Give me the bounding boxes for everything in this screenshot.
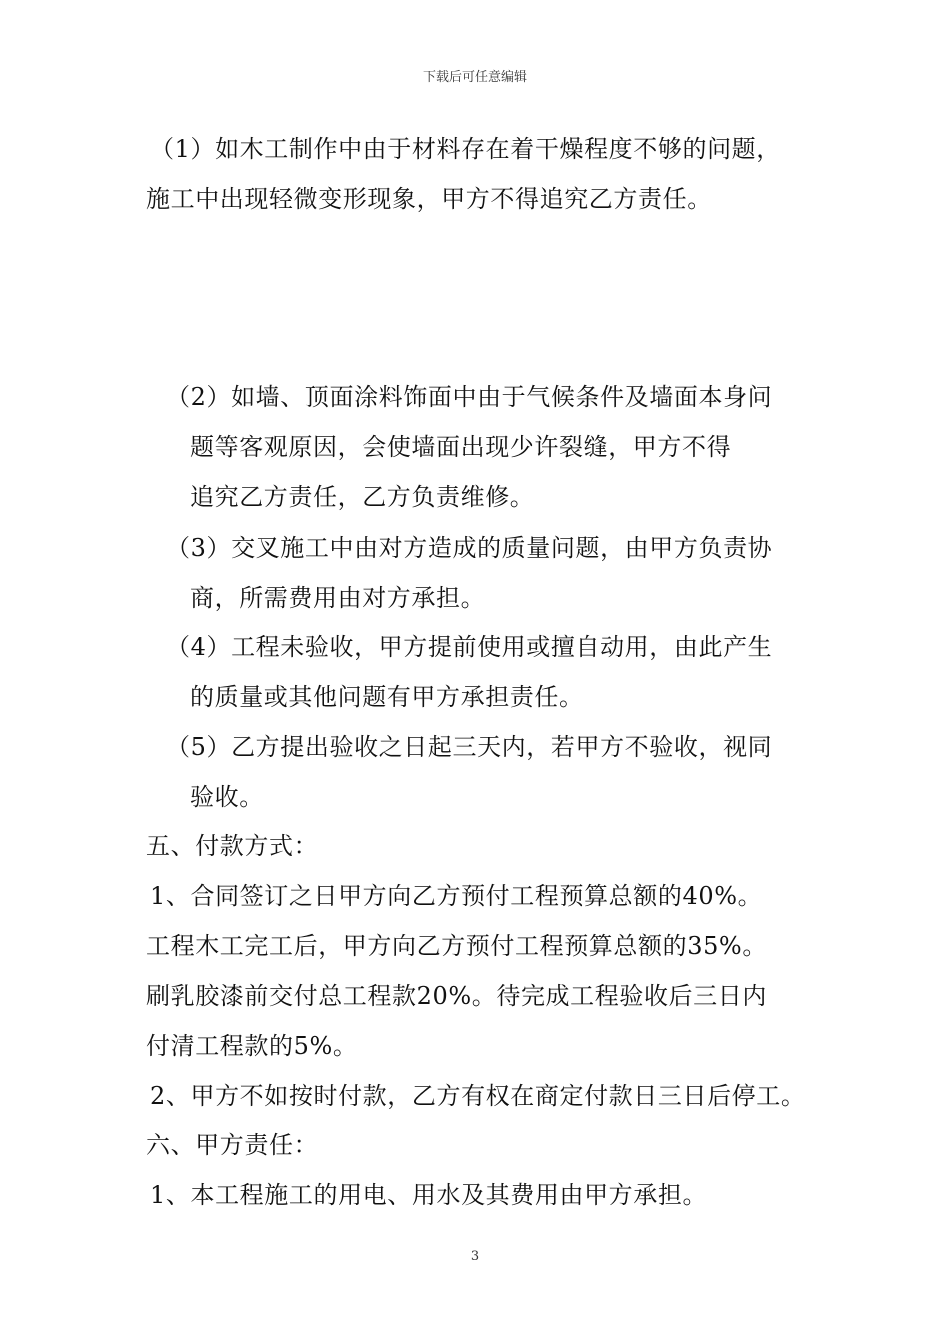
clause-3-line-2: 商，所需费用由对方承担。 <box>190 584 486 612</box>
clause-2-line-3: 追究乙方责任，乙方负责维修。 <box>190 483 535 511</box>
clause-1-line-2: 施工中出现轻微变形现象，甲方不得追究乙方责任。 <box>146 185 712 213</box>
clause-4-line-1: （4）工程未验收，甲方提前使用或擅自动用，由此产生 <box>166 633 773 661</box>
clause-5-line-2: 验收。 <box>190 783 264 811</box>
clause-1-line-1: （1）如木工制作中由于材料存在着干燥程度不够的问题， <box>150 135 781 163</box>
page-header: 下载后可任意编辑 <box>422 70 527 85</box>
clause-3-line-1: （3）交叉施工中由对方造成的质量问题，由甲方负责协 <box>166 534 773 562</box>
payment-item-1-line-1: 1、合同签订之日甲方向乙方预付工程预算总额的40%。 <box>150 882 763 910</box>
payment-item-1-line-2: 工程木工完工后，甲方向乙方预付工程预算总额的35%。 <box>146 932 767 960</box>
section-6-heading: 六、甲方责任： <box>146 1131 319 1159</box>
section-5-heading: 五、付款方式： <box>146 832 319 860</box>
clause-2-line-1: （2）如墙、顶面涂料饰面中由于气候条件及墙面本身问 <box>166 383 773 411</box>
page-number: 3 <box>470 1249 480 1264</box>
payment-item-1-line-3: 刷乳胶漆前交付总工程款20%。待完成工程验收后三日内 <box>146 982 767 1010</box>
clause-4-line-2: 的质量或其他问题有甲方承担责任。 <box>190 683 584 711</box>
party-a-item-1: 1、本工程施工的用电、用水及其费用由甲方承担。 <box>150 1181 708 1209</box>
payment-item-2: 2、甲方不如按时付款，乙方有权在商定付款日三日后停工。 <box>150 1082 806 1110</box>
clause-2-line-2: 题等客观原因，会使墙面出现少许裂缝，甲方不得 <box>190 433 732 461</box>
payment-item-1-line-4: 付清工程款的5%。 <box>146 1032 358 1060</box>
clause-5-line-1: （5）乙方提出验收之日起三天内，若甲方不验收，视同 <box>166 733 773 761</box>
